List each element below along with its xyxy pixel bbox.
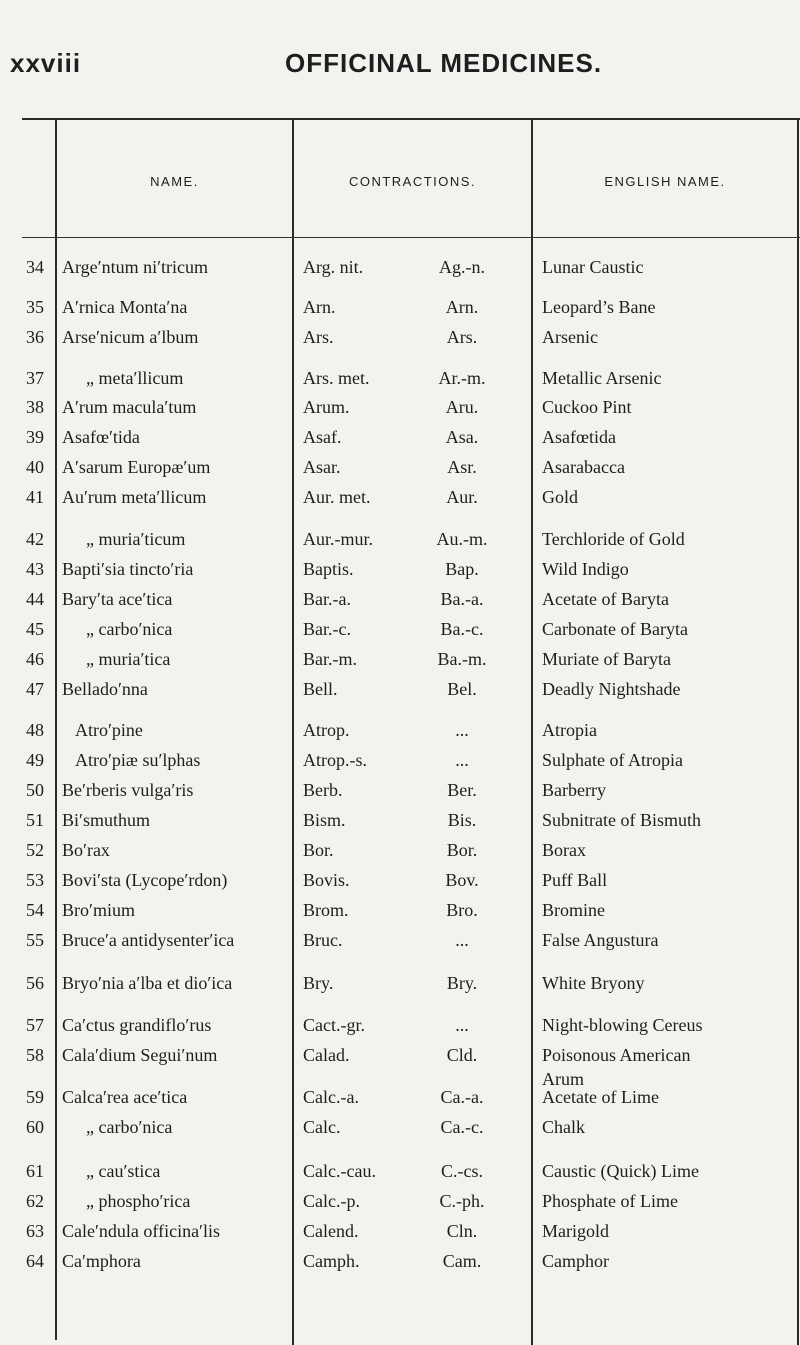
row-number: 43 xyxy=(26,559,44,579)
contraction-secondary: Ca.-c. xyxy=(440,1117,484,1137)
contraction-secondary: ... xyxy=(455,720,469,740)
contraction-secondary: Ba.-a. xyxy=(440,589,484,609)
english-name: Acetate of Lime xyxy=(542,1087,659,1107)
latin-name: Bro′mium xyxy=(62,900,135,920)
contraction-secondary: Bro. xyxy=(446,900,478,920)
contraction-secondary: Ars. xyxy=(446,327,478,347)
row-number: 47 xyxy=(26,679,44,699)
english-name: Subnitrate of Bismuth xyxy=(542,810,701,830)
contraction-primary: Calc.-cau. xyxy=(303,1161,376,1181)
english-name: Marigold xyxy=(542,1221,609,1241)
row-number: 44 xyxy=(26,589,44,609)
contraction-primary: Aur. met. xyxy=(303,487,371,507)
contraction-secondary: C.-ph. xyxy=(439,1191,485,1211)
header-rule-num xyxy=(22,237,56,238)
table-row xyxy=(0,1159,800,1189)
latin-name: Arge′ntum ni′tricum xyxy=(62,257,209,277)
row-number: 46 xyxy=(26,649,44,669)
contraction-secondary: Bor. xyxy=(446,840,478,860)
latin-name: Bary′ta ace′tica xyxy=(62,589,173,609)
contraction-secondary: Asa. xyxy=(445,427,479,447)
english-name: Night-blowing Cereus xyxy=(542,1015,703,1035)
table-row xyxy=(0,366,800,396)
table-row xyxy=(0,677,800,707)
english-name: Arsenic xyxy=(542,327,598,347)
row-number: 62 xyxy=(26,1191,44,1211)
latin-name: Cala′dium Segui′num xyxy=(62,1045,218,1065)
contraction-primary: Camph. xyxy=(303,1251,360,1271)
latin-name: „ cau′stica xyxy=(86,1161,161,1181)
contraction-secondary: Bis. xyxy=(447,810,477,830)
contraction-primary: Ars. met. xyxy=(303,368,370,388)
english-name: Metallic Arsenic xyxy=(542,368,662,388)
english-name: Atropia xyxy=(542,720,597,740)
row-number: 35 xyxy=(26,297,44,317)
contraction-secondary: Bov. xyxy=(445,870,479,890)
latin-name: „ carbo′nica xyxy=(86,619,173,639)
table-row xyxy=(0,778,800,808)
english-name: Bromine xyxy=(542,900,605,920)
table-row xyxy=(0,587,800,617)
row-number: 51 xyxy=(26,810,44,830)
row-number: 57 xyxy=(26,1015,44,1035)
contraction-secondary: Aur. xyxy=(446,487,478,507)
contraction-secondary: Cln. xyxy=(446,1221,478,1241)
page-title: OFFICINAL MEDICINES. xyxy=(285,48,603,78)
contraction-secondary: Arn. xyxy=(445,297,479,317)
table-row xyxy=(0,1249,800,1279)
header-rule-contractions xyxy=(293,237,532,238)
contraction-primary: Atrop. xyxy=(303,720,350,740)
table-row xyxy=(0,1013,800,1043)
table-row xyxy=(0,868,800,898)
table-row xyxy=(0,557,800,587)
latin-name: Bryo′nia a′lba et dio′ica xyxy=(62,973,233,993)
latin-name: Bo′rax xyxy=(62,840,110,860)
contraction-primary: Arn. xyxy=(303,297,336,317)
table-row xyxy=(0,1043,800,1089)
table-row xyxy=(0,325,800,355)
table-row xyxy=(0,527,800,557)
contraction-secondary: Ag.-n. xyxy=(439,257,485,277)
table-row xyxy=(0,617,800,647)
contraction-primary: Berb. xyxy=(303,780,343,800)
row-number: 38 xyxy=(26,397,44,417)
contraction-primary: Calc. xyxy=(303,1117,341,1137)
contraction-primary: Calc.-a. xyxy=(303,1087,359,1107)
contraction-primary: Aur.-mur. xyxy=(303,529,373,549)
contraction-primary: Arg. nit. xyxy=(303,257,364,277)
table-row xyxy=(0,1219,800,1249)
table-row xyxy=(0,295,800,325)
latin-name: A′sarum Europæ′um xyxy=(62,457,211,477)
row-number: 37 xyxy=(26,368,44,388)
contraction-secondary: Cam. xyxy=(442,1251,482,1271)
latin-name: Bellado′nna xyxy=(62,679,148,699)
row-number: 34 xyxy=(26,257,44,277)
english-name: Lunar Caustic xyxy=(542,257,644,277)
row-number: 61 xyxy=(26,1161,44,1181)
english-name: Carbonate of Baryta xyxy=(542,619,688,639)
latin-name: Asafœ′tida xyxy=(62,427,140,447)
contraction-secondary: Aru. xyxy=(445,397,479,417)
contraction-primary: Atrop.-s. xyxy=(303,750,367,770)
row-number: 59 xyxy=(26,1087,44,1107)
contraction-primary: Asaf. xyxy=(303,427,342,447)
english-name: Wild Indigo xyxy=(542,559,629,579)
row-number: 41 xyxy=(26,487,44,507)
latin-name: A′rum macula′tum xyxy=(62,397,197,417)
row-number: 42 xyxy=(26,529,44,549)
latin-name: Bruce′a antidysenter′ica xyxy=(62,930,235,950)
table-row xyxy=(0,647,800,677)
english-name: White Bryony xyxy=(542,973,645,993)
contraction-secondary: ... xyxy=(455,930,469,950)
contraction-secondary: Ar.-m. xyxy=(438,368,486,388)
contraction-primary: Bar.-a. xyxy=(303,589,351,609)
column-header-english: ENGLISH NAME. xyxy=(604,174,726,189)
column-header-contractions: CONTRACTIONS. xyxy=(348,174,477,189)
table-row xyxy=(0,808,800,838)
contraction-primary: Calend. xyxy=(303,1221,359,1241)
contraction-primary: Bruc. xyxy=(303,930,343,950)
table-row xyxy=(0,1085,800,1115)
contraction-primary: Calad. xyxy=(303,1045,350,1065)
table-row xyxy=(0,255,800,285)
table-row xyxy=(0,395,800,425)
english-name: Asafœtida xyxy=(542,427,616,447)
latin-name: Bovi′sta (Lycope′rdon) xyxy=(62,870,228,890)
english-name-continuation: Arum xyxy=(542,1069,584,1089)
table-row xyxy=(0,455,800,485)
contraction-primary: Bell. xyxy=(303,679,338,699)
english-name: Poisonous American xyxy=(542,1045,691,1065)
contraction-secondary: Bel. xyxy=(447,679,477,699)
row-number: 64 xyxy=(26,1251,44,1271)
contraction-primary: Bar.-c. xyxy=(303,619,351,639)
page-number: xxviii xyxy=(10,48,82,78)
english-name: Cuckoo Pint xyxy=(542,397,632,417)
contraction-secondary: ... xyxy=(455,1015,469,1035)
table-row xyxy=(0,1115,800,1145)
latin-name: „ phospho′rica xyxy=(86,1191,191,1211)
contraction-primary: Bar.-m. xyxy=(303,649,357,669)
table-top-rule xyxy=(22,118,800,120)
table-row xyxy=(0,485,800,515)
contraction-primary: Bovis. xyxy=(303,870,350,890)
table-row xyxy=(0,718,800,748)
contraction-secondary: Cld. xyxy=(446,1045,478,1065)
latin-name: Ca′mphora xyxy=(62,1251,141,1271)
latin-name: Bi′smuthum xyxy=(62,810,150,830)
row-number: 40 xyxy=(26,457,44,477)
latin-name: Atro′piæ su′lphas xyxy=(75,750,201,770)
english-name: Caustic (Quick) Lime xyxy=(542,1161,699,1181)
english-name: False Angustura xyxy=(542,930,659,950)
contraction-primary: Baptis. xyxy=(303,559,354,579)
latin-name: Ca′ctus grandiflo′rus xyxy=(62,1015,212,1035)
row-number: 49 xyxy=(26,750,44,770)
contraction-primary: Calc.-p. xyxy=(303,1191,360,1211)
row-number: 60 xyxy=(26,1117,44,1137)
row-number: 52 xyxy=(26,840,44,860)
contraction-secondary: Bap. xyxy=(445,559,479,579)
contraction-primary: Bry. xyxy=(303,973,334,993)
table-row xyxy=(0,928,800,958)
latin-name: Cale′ndula officina′lis xyxy=(62,1221,221,1241)
row-number: 39 xyxy=(26,427,44,447)
column-header-name: NAME. xyxy=(150,174,199,189)
latin-name: A′rnica Monta′na xyxy=(62,297,188,317)
table-row xyxy=(0,971,800,1001)
contraction-secondary: Ba.-c. xyxy=(440,619,484,639)
english-name: Deadly Nightshade xyxy=(542,679,681,699)
header-rule-english xyxy=(532,237,800,238)
row-number: 55 xyxy=(26,930,44,950)
contraction-secondary: Au.-m. xyxy=(436,529,488,549)
contraction-secondary: C.-cs. xyxy=(441,1161,483,1181)
latin-name: Bapti′sia tincto′ria xyxy=(62,559,194,579)
contraction-primary: Brom. xyxy=(303,900,349,920)
english-name: Barberry xyxy=(542,780,606,800)
english-name: Puff Ball xyxy=(542,870,608,890)
english-name: Asarabacca xyxy=(542,457,625,477)
contraction-primary: Asar. xyxy=(303,457,341,477)
latin-name: Atro′pine xyxy=(75,720,143,740)
english-name: Phosphate of Lime xyxy=(542,1191,678,1211)
table-row xyxy=(0,748,800,778)
english-name: Chalk xyxy=(542,1117,585,1137)
row-number: 53 xyxy=(26,870,44,890)
row-number: 56 xyxy=(26,973,44,993)
contraction-primary: Arum. xyxy=(303,397,350,417)
table-row xyxy=(0,898,800,928)
english-name: Terchloride of Gold xyxy=(542,529,685,549)
row-number: 48 xyxy=(26,720,44,740)
english-name: Gold xyxy=(542,487,578,507)
contraction-primary: Ars. xyxy=(303,327,334,347)
contraction-secondary: Ca.-a. xyxy=(440,1087,484,1107)
latin-name: „ muria′ticum xyxy=(86,529,186,549)
contraction-secondary: ... xyxy=(455,750,469,770)
english-name: Muriate of Baryta xyxy=(542,649,671,669)
table-row xyxy=(0,838,800,868)
row-number: 63 xyxy=(26,1221,44,1241)
latin-name: „ meta′llicum xyxy=(86,368,184,388)
english-name: Camphor xyxy=(542,1251,609,1271)
latin-name: Be′rberis vulga′ris xyxy=(62,780,194,800)
header-rule-name xyxy=(56,237,293,238)
row-number: 36 xyxy=(26,327,44,347)
row-number: 50 xyxy=(26,780,44,800)
contraction-secondary: Bry. xyxy=(446,973,478,993)
latin-name: „ carbo′nica xyxy=(86,1117,173,1137)
english-name: Sulphate of Atropia xyxy=(542,750,683,770)
latin-name: Arse′nicum a′lbum xyxy=(62,327,199,347)
row-number: 54 xyxy=(26,900,44,920)
contraction-secondary: Ber. xyxy=(447,780,477,800)
contraction-primary: Bor. xyxy=(303,840,334,860)
row-number: 58 xyxy=(26,1045,44,1065)
english-name: Borax xyxy=(542,840,586,860)
latin-name: Calca′rea ace′tica xyxy=(62,1087,188,1107)
table-row xyxy=(0,1189,800,1219)
english-name: Leopard’s Bane xyxy=(542,297,656,317)
contraction-secondary: Asr. xyxy=(447,457,477,477)
contraction-primary: Bism. xyxy=(303,810,346,830)
latin-name: Au′rum meta′llicum xyxy=(62,487,207,507)
row-number: 45 xyxy=(26,619,44,639)
contraction-primary: Cact.-gr. xyxy=(303,1015,365,1035)
table-row xyxy=(0,425,800,455)
latin-name: „ muria′tica xyxy=(86,649,171,669)
english-name: Acetate of Baryta xyxy=(542,589,669,609)
contraction-secondary: Ba.-m. xyxy=(437,649,487,669)
